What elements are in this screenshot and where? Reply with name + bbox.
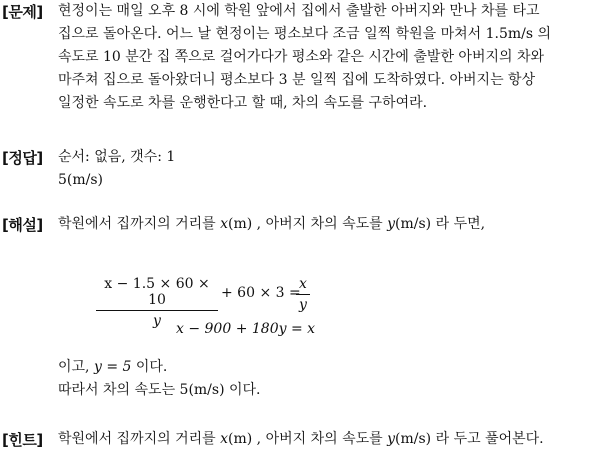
variable-x: x: [220, 431, 229, 447]
conclusion-text: 이다.: [131, 359, 168, 375]
answer-value: 5(m/s): [58, 172, 104, 188]
equation-1-right-denominator: y: [299, 297, 307, 313]
problem-line: 집으로 돌아온다. 어느 날 현정이는 평소보다 조금 일찍 학원을 마쳐서 1.5m/s 의: [58, 26, 552, 42]
equation-1-right-fraction: [296, 276, 310, 313]
equation-2: x − 900 + 180y = x: [176, 321, 316, 337]
solution-intro-text: (m) , 아버지 차의 속도를: [228, 216, 388, 232]
conclusion-final: 따라서 차의 속도는 5(m/s) 이다.: [58, 382, 261, 398]
answer-tag: [정답]: [2, 149, 43, 167]
problem-line: 속도로 10 분간 집 쪽으로 걸어가다가 평소와 같은 시간에 출발한 아버지의 차와: [58, 49, 545, 65]
hint-text-part: (m/s) 라 두고 풀어본다.: [395, 431, 544, 447]
variable-y: y: [387, 431, 396, 447]
equation-1-numerator: x − 1.5 × 60 × 10: [104, 276, 210, 308]
fraction-bar: [296, 294, 310, 295]
answer-text: [58, 146, 590, 192]
problem-text: [58, 0, 590, 115]
conclusion-text: 이고,: [58, 359, 94, 375]
fraction-bar: [96, 310, 218, 311]
problem-line: 마주쳐 집으로 돌아왔더니 평소보다 3 분 일찍 집에 도착하였다. 아버지는 항상: [58, 72, 536, 88]
hint-text-part: 학원에서 집까지의 거리를: [58, 431, 221, 447]
hint-text: [58, 428, 590, 451]
solution-intro-text: 학원에서 집까지의 거리를: [58, 216, 221, 232]
problem-line: 현정이는 매일 오후 8 시에 학원 앞에서 집에서 출발한 아버지와 만나 차를 타고: [58, 3, 540, 19]
conclusion-math: y = 5: [93, 359, 132, 375]
solution-conclusion: [58, 356, 590, 402]
solution-intro: [58, 213, 590, 236]
equation-1-right-numerator: x: [299, 276, 307, 292]
problem-line: 일정한 속도로 차를 운행한다고 할 때, 차의 속도를 구하여라.: [58, 95, 428, 111]
variable-y: y: [387, 216, 396, 232]
problem-tag: [문제]: [2, 3, 43, 21]
solution-intro-text: (m/s) 라 두면,: [395, 216, 486, 232]
variable-x: x: [220, 216, 229, 232]
solution-tag: [해설]: [2, 216, 43, 234]
equation-1-middle: + 60 × 3 =: [221, 285, 301, 301]
hint-text-part: (m) , 아버지 차의 속도를: [228, 431, 388, 447]
hint-tag: [힌트]: [2, 431, 43, 449]
equation-1-denominator: y: [153, 313, 161, 329]
answer-meta: 순서: 없음, 갯수: 1: [58, 149, 176, 165]
